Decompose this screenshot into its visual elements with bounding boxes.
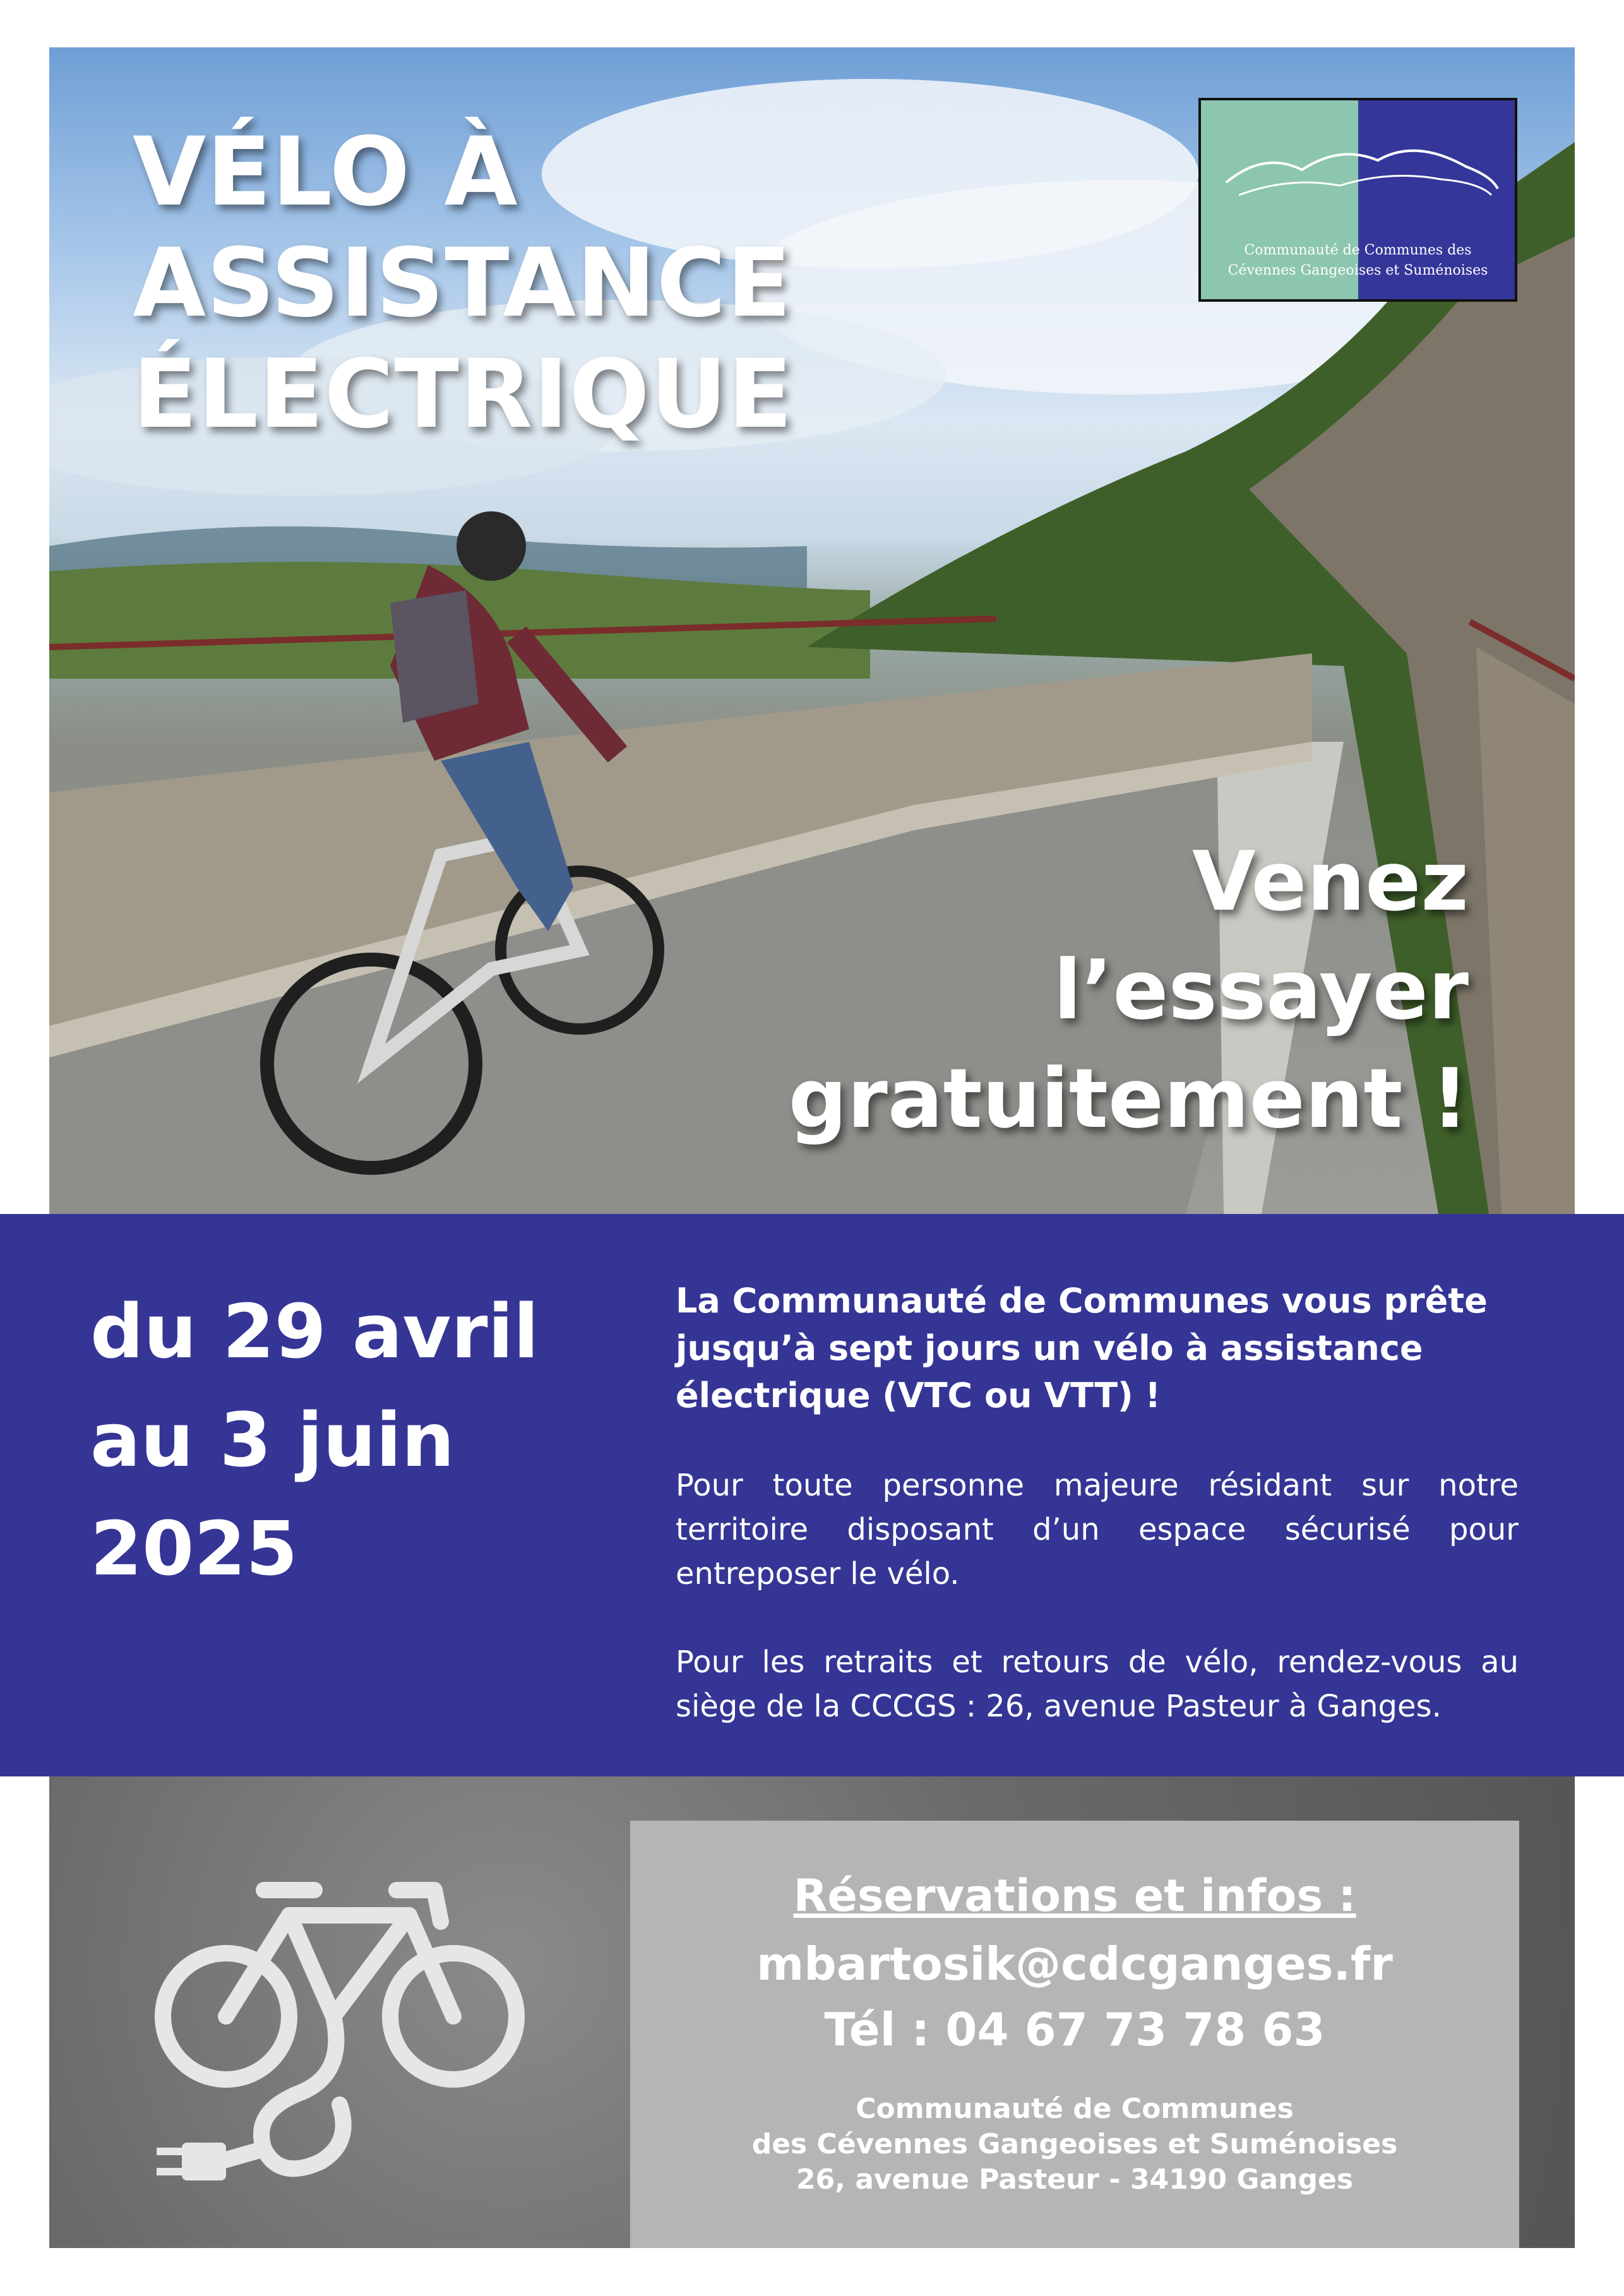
logo-line: Cévennes Gangeoises et Suménoises: [1227, 263, 1488, 278]
logo-text: [1201, 241, 1515, 281]
contact-phone[interactable]: Tél : 04 67 73 78 63: [824, 2003, 1325, 2056]
mountain-logo-icon: [1214, 132, 1504, 214]
contact-email[interactable]: mbartosik@cdcganges.fr: [756, 1937, 1393, 1990]
organization-address: [630, 2091, 1519, 2198]
electric-bike-icon: [144, 1865, 548, 2218]
title-line: ASSISTANCE: [133, 229, 792, 338]
eligibility-paragraph: Pour toute personne majeure résidant sur notre territoire disposant d’un espace sécurisé pour entreposer le vélo.: [676, 1468, 1519, 1591]
pickup-paragraph: Pour les retraits et retours de vélo, rendez-vous au siège de la CCCGS : 26, avenue Pasteur à Ganges.: [676, 1645, 1519, 1724]
cccgs-logo: [1198, 98, 1517, 302]
info-band: [0, 1214, 1624, 1776]
tagline-line: l’essayer: [1053, 942, 1469, 1038]
contact-card: [630, 1821, 1519, 2248]
title-line: VÉLO À: [133, 117, 518, 227]
org-line: 26, avenue Pasteur - 34190 Ganges: [796, 2163, 1354, 2196]
title-line: ÉLECTRIQUE: [133, 340, 794, 449]
dates-line: du 29 avril: [90, 1288, 539, 1375]
hero-photo: [49, 47, 1575, 1214]
tagline-line: Venez: [1191, 833, 1469, 929]
event-dates: [90, 1277, 595, 1603]
poster-title: [133, 117, 953, 450]
contact-section: [49, 1776, 1575, 2248]
lead-paragraph: La Communauté de Communes vous prête jusqu’à sept jours un vélo à assistance électrique (VTC ou VTT) !: [676, 1281, 1488, 1415]
org-line: Communauté de Communes: [856, 2093, 1294, 2125]
tagline: [648, 827, 1469, 1153]
tagline-line: gratuitement !: [788, 1050, 1469, 1146]
logo-line: Communauté de Communes des: [1244, 242, 1472, 258]
dates-line: 2025: [90, 1505, 298, 1592]
reservations-heading: Réservations et infos :: [793, 1870, 1356, 1922]
org-line: des Cévennes Gangeoises et Suménoises: [751, 2128, 1398, 2160]
info-text: [676, 1277, 1519, 1773]
dates-line: au 3 juin: [90, 1396, 455, 1484]
